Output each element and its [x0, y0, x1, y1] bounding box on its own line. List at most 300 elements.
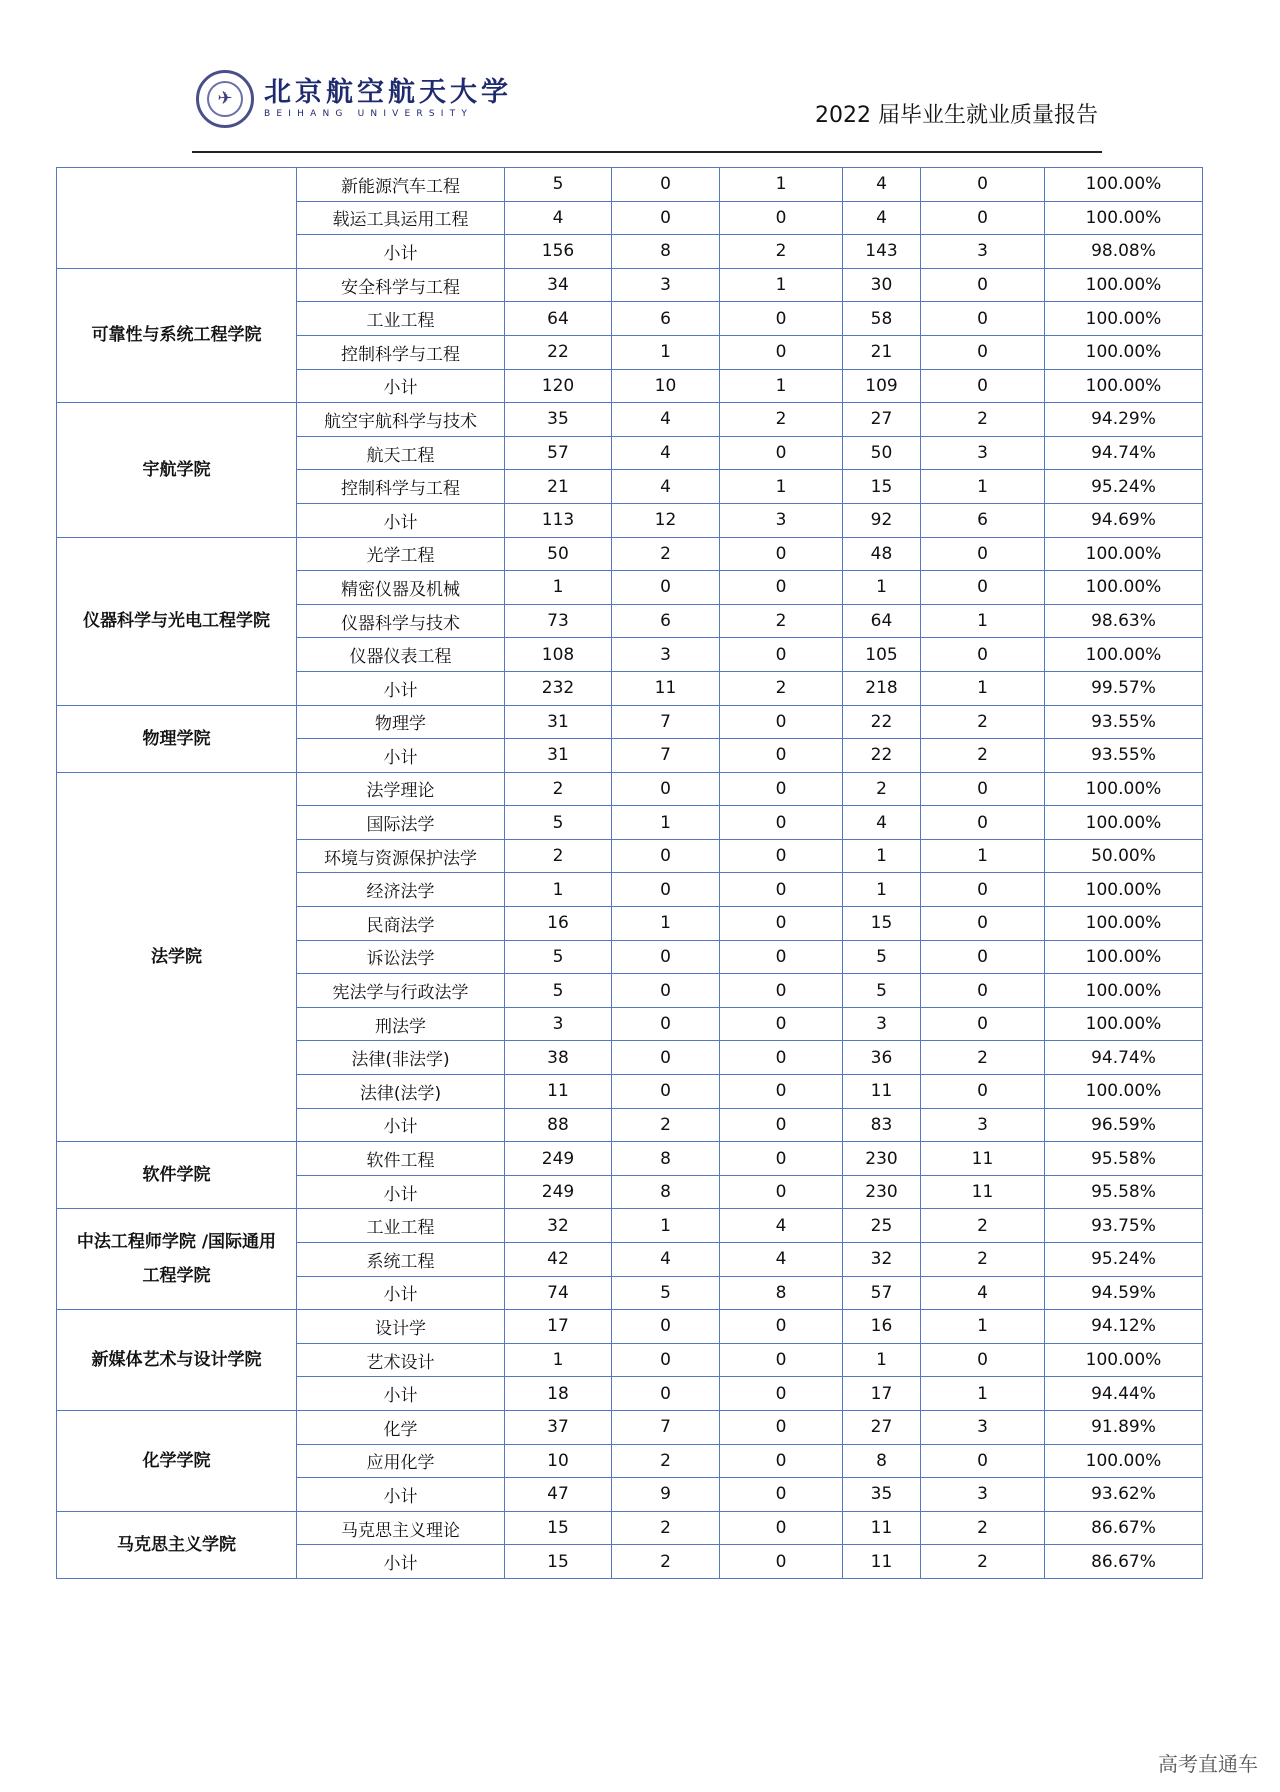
rate-cell: 95.58%: [1045, 1175, 1203, 1209]
value-cell: 31: [505, 739, 612, 773]
major-cell: 航空宇航科学与技术: [297, 403, 505, 437]
rate-cell: 100.00%: [1045, 1075, 1203, 1109]
value-cell: 3: [505, 1007, 612, 1041]
value-cell: 8: [843, 1444, 921, 1478]
value-cell: 4: [612, 403, 720, 437]
value-cell: 2: [921, 1209, 1045, 1243]
value-cell: 2: [921, 1545, 1045, 1579]
value-cell: 4: [612, 470, 720, 504]
rate-cell: 94.69%: [1045, 503, 1203, 537]
value-cell: 0: [720, 1410, 843, 1444]
value-cell: 5: [505, 806, 612, 840]
watermark: 高考直通车: [1158, 1752, 1258, 1776]
value-cell: 1: [921, 1377, 1045, 1411]
major-cell: 法律(非法学): [297, 1041, 505, 1075]
value-cell: 9: [612, 1478, 720, 1512]
value-cell: 2: [612, 1511, 720, 1545]
value-cell: 22: [843, 739, 921, 773]
value-cell: 37: [505, 1410, 612, 1444]
value-cell: 0: [921, 772, 1045, 806]
value-cell: 0: [720, 1007, 843, 1041]
major-cell: 小计: [297, 739, 505, 773]
rate-cell: 100.00%: [1045, 873, 1203, 907]
rate-cell: 94.74%: [1045, 1041, 1203, 1075]
value-cell: 92: [843, 503, 921, 537]
value-cell: 0: [921, 873, 1045, 907]
value-cell: 0: [720, 302, 843, 336]
table-row: [57, 772, 1203, 806]
value-cell: 4: [720, 1243, 843, 1277]
value-cell: 31: [505, 705, 612, 739]
value-cell: 3: [921, 1410, 1045, 1444]
major-cell: 安全科学与工程: [297, 268, 505, 302]
value-cell: 0: [720, 1444, 843, 1478]
major-cell: 设计学: [297, 1310, 505, 1344]
rate-cell: 100.00%: [1045, 806, 1203, 840]
value-cell: 0: [720, 1377, 843, 1411]
rate-cell: 94.44%: [1045, 1377, 1203, 1411]
value-cell: 8: [612, 1175, 720, 1209]
value-cell: 232: [505, 671, 612, 705]
value-cell: 0: [612, 571, 720, 605]
value-cell: 0: [921, 335, 1045, 369]
value-cell: 4: [612, 1243, 720, 1277]
rate-cell: 95.24%: [1045, 470, 1203, 504]
value-cell: 0: [720, 537, 843, 571]
value-cell: 38: [505, 1041, 612, 1075]
university-seal-icon: ✈: [196, 70, 254, 128]
value-cell: 1: [505, 571, 612, 605]
major-cell: 小计: [297, 1108, 505, 1142]
value-cell: 73: [505, 604, 612, 638]
value-cell: 0: [612, 1377, 720, 1411]
value-cell: 1: [843, 873, 921, 907]
major-cell: 化学: [297, 1410, 505, 1444]
value-cell: 27: [843, 1410, 921, 1444]
major-cell: 控制科学与工程: [297, 470, 505, 504]
value-cell: 2: [505, 772, 612, 806]
value-cell: 2: [612, 1108, 720, 1142]
value-cell: 0: [720, 705, 843, 739]
value-cell: 156: [505, 235, 612, 269]
major-cell: 马克思主义理论: [297, 1511, 505, 1545]
major-cell: 法律(法学): [297, 1075, 505, 1109]
major-cell: 工业工程: [297, 302, 505, 336]
value-cell: 15: [505, 1511, 612, 1545]
value-cell: 0: [921, 571, 1045, 605]
table-row: [57, 1310, 1203, 1344]
value-cell: 143: [843, 235, 921, 269]
major-cell: 小计: [297, 1175, 505, 1209]
value-cell: 10: [505, 1444, 612, 1478]
value-cell: 4: [843, 168, 921, 202]
value-cell: 57: [505, 436, 612, 470]
value-cell: 1: [843, 1343, 921, 1377]
value-cell: 0: [720, 1041, 843, 1075]
major-cell: 小计: [297, 1478, 505, 1512]
value-cell: 83: [843, 1108, 921, 1142]
rate-cell: 100.00%: [1045, 302, 1203, 336]
rate-cell: 91.89%: [1045, 1410, 1203, 1444]
value-cell: 1: [612, 907, 720, 941]
value-cell: 1: [505, 873, 612, 907]
rate-cell: 96.59%: [1045, 1108, 1203, 1142]
value-cell: 3: [921, 235, 1045, 269]
value-cell: 0: [612, 1310, 720, 1344]
value-cell: 2: [921, 403, 1045, 437]
table-row: [57, 268, 1203, 302]
value-cell: 0: [921, 907, 1045, 941]
value-cell: 36: [843, 1041, 921, 1075]
value-cell: 230: [843, 1175, 921, 1209]
value-cell: 2: [921, 1243, 1045, 1277]
college-cell: 可靠性与系统工程学院: [57, 268, 297, 402]
value-cell: 6: [612, 604, 720, 638]
rate-cell: 100.00%: [1045, 974, 1203, 1008]
value-cell: 11: [921, 1142, 1045, 1176]
rate-cell: 100.00%: [1045, 268, 1203, 302]
major-cell: 小计: [297, 503, 505, 537]
value-cell: 10: [612, 369, 720, 403]
value-cell: 109: [843, 369, 921, 403]
value-cell: 0: [921, 940, 1045, 974]
value-cell: 3: [612, 268, 720, 302]
major-cell: 工业工程: [297, 1209, 505, 1243]
value-cell: 88: [505, 1108, 612, 1142]
value-cell: 120: [505, 369, 612, 403]
value-cell: 0: [612, 1041, 720, 1075]
value-cell: 0: [720, 839, 843, 873]
value-cell: 0: [921, 974, 1045, 1008]
value-cell: 17: [843, 1377, 921, 1411]
value-cell: 21: [505, 470, 612, 504]
rate-cell: 100.00%: [1045, 369, 1203, 403]
rate-cell: 94.12%: [1045, 1310, 1203, 1344]
value-cell: 5: [843, 940, 921, 974]
value-cell: 2: [921, 1511, 1045, 1545]
table-row: [57, 537, 1203, 571]
value-cell: 74: [505, 1276, 612, 1310]
value-cell: 5: [843, 974, 921, 1008]
rate-cell: 86.67%: [1045, 1545, 1203, 1579]
value-cell: 18: [505, 1377, 612, 1411]
value-cell: 64: [843, 604, 921, 638]
rate-cell: 100.00%: [1045, 638, 1203, 672]
value-cell: 57: [843, 1276, 921, 1310]
college-cell: 化学学院: [57, 1410, 297, 1511]
college-cell: 中法工程师学院 /国际通用工程学院: [57, 1209, 297, 1310]
value-cell: 4: [505, 201, 612, 235]
rate-cell: 100.00%: [1045, 537, 1203, 571]
college-cell: 宇航学院: [57, 403, 297, 537]
value-cell: 2: [720, 403, 843, 437]
rate-cell: 100.00%: [1045, 940, 1203, 974]
value-cell: 0: [720, 873, 843, 907]
major-cell: 物理学: [297, 705, 505, 739]
rate-cell: 94.59%: [1045, 1276, 1203, 1310]
college-cell: 仪器科学与光电工程学院: [57, 537, 297, 705]
value-cell: 0: [720, 436, 843, 470]
value-cell: 0: [720, 806, 843, 840]
table-row: [57, 168, 1203, 202]
value-cell: 0: [612, 201, 720, 235]
value-cell: 4: [843, 806, 921, 840]
value-cell: 48: [843, 537, 921, 571]
value-cell: 7: [612, 1410, 720, 1444]
rate-cell: 100.00%: [1045, 335, 1203, 369]
value-cell: 32: [505, 1209, 612, 1243]
value-cell: 1: [720, 470, 843, 504]
major-cell: 光学工程: [297, 537, 505, 571]
college-cell: [57, 168, 297, 269]
value-cell: 2: [921, 1041, 1045, 1075]
value-cell: 11: [612, 671, 720, 705]
value-cell: 0: [612, 940, 720, 974]
value-cell: 0: [720, 335, 843, 369]
value-cell: 0: [720, 1142, 843, 1176]
value-cell: 8: [612, 1142, 720, 1176]
rate-cell: 100.00%: [1045, 1007, 1203, 1041]
value-cell: 3: [921, 1108, 1045, 1142]
table-row: [57, 1209, 1203, 1243]
value-cell: 4: [720, 1209, 843, 1243]
value-cell: 0: [921, 1343, 1045, 1377]
value-cell: 15: [505, 1545, 612, 1579]
value-cell: 2: [612, 1545, 720, 1579]
value-cell: 1: [612, 806, 720, 840]
value-cell: 12: [612, 503, 720, 537]
header-divider: [192, 151, 1102, 153]
value-cell: 0: [612, 974, 720, 1008]
value-cell: 0: [720, 638, 843, 672]
value-cell: 1: [720, 369, 843, 403]
major-cell: 小计: [297, 1377, 505, 1411]
rate-cell: 93.75%: [1045, 1209, 1203, 1243]
value-cell: 15: [843, 907, 921, 941]
rate-cell: 100.00%: [1045, 1444, 1203, 1478]
value-cell: 105: [843, 638, 921, 672]
value-cell: 2: [720, 671, 843, 705]
value-cell: 21: [843, 335, 921, 369]
rate-cell: 86.67%: [1045, 1511, 1203, 1545]
rate-cell: 100.00%: [1045, 571, 1203, 605]
value-cell: 1: [921, 671, 1045, 705]
value-cell: 1: [921, 1310, 1045, 1344]
value-cell: 0: [720, 1511, 843, 1545]
logo-chinese-name: 北京航空航天大学: [264, 77, 512, 108]
rate-cell: 50.00%: [1045, 839, 1203, 873]
college-cell: 物理学院: [57, 705, 297, 772]
value-cell: 0: [612, 1007, 720, 1041]
rate-cell: 100.00%: [1045, 907, 1203, 941]
value-cell: 32: [843, 1243, 921, 1277]
value-cell: 0: [720, 739, 843, 773]
value-cell: 47: [505, 1478, 612, 1512]
value-cell: 2: [505, 839, 612, 873]
value-cell: 58: [843, 302, 921, 336]
value-cell: 11: [843, 1075, 921, 1109]
value-cell: 1: [720, 268, 843, 302]
major-cell: 系统工程: [297, 1243, 505, 1277]
rate-cell: 100.00%: [1045, 1343, 1203, 1377]
value-cell: 2: [612, 1444, 720, 1478]
value-cell: 0: [921, 302, 1045, 336]
major-cell: 环境与资源保护法学: [297, 839, 505, 873]
table-row: [57, 705, 1203, 739]
major-cell: 新能源汽车工程: [297, 168, 505, 202]
table-row: [57, 1410, 1203, 1444]
value-cell: 108: [505, 638, 612, 672]
value-cell: 25: [843, 1209, 921, 1243]
value-cell: 35: [505, 403, 612, 437]
value-cell: 7: [612, 739, 720, 773]
value-cell: 0: [612, 1343, 720, 1377]
value-cell: 16: [843, 1310, 921, 1344]
college-cell: 软件学院: [57, 1142, 297, 1209]
rate-cell: 93.55%: [1045, 739, 1203, 773]
major-cell: 控制科学与工程: [297, 335, 505, 369]
rate-cell: 93.55%: [1045, 705, 1203, 739]
table-body: [57, 168, 1203, 1579]
value-cell: 7: [612, 705, 720, 739]
major-cell: 小计: [297, 369, 505, 403]
value-cell: 249: [505, 1175, 612, 1209]
value-cell: 0: [921, 537, 1045, 571]
value-cell: 1: [720, 168, 843, 202]
value-cell: 218: [843, 671, 921, 705]
value-cell: 2: [921, 705, 1045, 739]
value-cell: 1: [612, 1209, 720, 1243]
major-cell: 软件工程: [297, 1142, 505, 1176]
value-cell: 0: [720, 1310, 843, 1344]
logo-english-name: BEIHANG UNIVERSITY: [264, 109, 474, 119]
major-cell: 精密仪器及机械: [297, 571, 505, 605]
rate-cell: 93.62%: [1045, 1478, 1203, 1512]
major-cell: 小计: [297, 1545, 505, 1579]
value-cell: 0: [612, 1075, 720, 1109]
major-cell: 艺术设计: [297, 1343, 505, 1377]
table-row: [57, 403, 1203, 437]
college-cell: 马克思主义学院: [57, 1511, 297, 1578]
college-cell: 法学院: [57, 772, 297, 1142]
major-cell: 经济法学: [297, 873, 505, 907]
value-cell: 0: [921, 268, 1045, 302]
value-cell: 0: [921, 369, 1045, 403]
major-cell: 宪法学与行政法学: [297, 974, 505, 1008]
value-cell: 6: [921, 503, 1045, 537]
value-cell: 6: [612, 302, 720, 336]
value-cell: 0: [720, 1075, 843, 1109]
major-cell: 航天工程: [297, 436, 505, 470]
university-logo: [196, 70, 512, 128]
employment-table: [56, 167, 1203, 1579]
value-cell: 2: [921, 739, 1045, 773]
value-cell: 249: [505, 1142, 612, 1176]
value-cell: 0: [612, 772, 720, 806]
value-cell: 22: [843, 705, 921, 739]
value-cell: 0: [720, 1545, 843, 1579]
value-cell: 5: [612, 1276, 720, 1310]
value-cell: 0: [921, 638, 1045, 672]
value-cell: 0: [921, 201, 1045, 235]
value-cell: 27: [843, 403, 921, 437]
value-cell: 2: [612, 537, 720, 571]
value-cell: 2: [720, 235, 843, 269]
major-cell: 小计: [297, 1276, 505, 1310]
rate-cell: 95.58%: [1045, 1142, 1203, 1176]
rate-cell: 98.08%: [1045, 235, 1203, 269]
value-cell: 3: [921, 436, 1045, 470]
value-cell: 34: [505, 268, 612, 302]
rate-cell: 100.00%: [1045, 201, 1203, 235]
major-cell: 法学理论: [297, 772, 505, 806]
value-cell: 5: [505, 974, 612, 1008]
value-cell: 0: [921, 806, 1045, 840]
value-cell: 16: [505, 907, 612, 941]
value-cell: 11: [921, 1175, 1045, 1209]
value-cell: 11: [843, 1545, 921, 1579]
value-cell: 11: [505, 1075, 612, 1109]
value-cell: 5: [505, 940, 612, 974]
value-cell: 30: [843, 268, 921, 302]
value-cell: 0: [720, 201, 843, 235]
value-cell: 0: [612, 873, 720, 907]
major-cell: 小计: [297, 235, 505, 269]
value-cell: 42: [505, 1243, 612, 1277]
value-cell: 4: [843, 201, 921, 235]
rate-cell: 98.63%: [1045, 604, 1203, 638]
value-cell: 8: [720, 1276, 843, 1310]
value-cell: 0: [720, 1108, 843, 1142]
value-cell: 1: [612, 335, 720, 369]
value-cell: 50: [505, 537, 612, 571]
major-cell: 国际法学: [297, 806, 505, 840]
major-cell: 应用化学: [297, 1444, 505, 1478]
value-cell: 3: [612, 638, 720, 672]
value-cell: 0: [921, 1444, 1045, 1478]
value-cell: 17: [505, 1310, 612, 1344]
value-cell: 3: [921, 1478, 1045, 1512]
value-cell: 3: [843, 1007, 921, 1041]
major-cell: 仪器科学与技术: [297, 604, 505, 638]
value-cell: 2: [843, 772, 921, 806]
value-cell: 1: [921, 839, 1045, 873]
value-cell: 230: [843, 1142, 921, 1176]
value-cell: 64: [505, 302, 612, 336]
rate-cell: 95.24%: [1045, 1243, 1203, 1277]
major-cell: 民商法学: [297, 907, 505, 941]
value-cell: 0: [720, 907, 843, 941]
rate-cell: 94.74%: [1045, 436, 1203, 470]
major-cell: 小计: [297, 671, 505, 705]
value-cell: 0: [720, 974, 843, 1008]
college-cell: 新媒体艺术与设计学院: [57, 1310, 297, 1411]
value-cell: 0: [921, 1007, 1045, 1041]
value-cell: 2: [720, 604, 843, 638]
value-cell: 0: [612, 839, 720, 873]
value-cell: 22: [505, 335, 612, 369]
value-cell: 11: [843, 1511, 921, 1545]
value-cell: 1: [505, 1343, 612, 1377]
report-title: 2022 届毕业生就业质量报告: [815, 103, 1098, 128]
table-row: [57, 1142, 1203, 1176]
value-cell: 4: [921, 1276, 1045, 1310]
value-cell: 15: [843, 470, 921, 504]
page-header: [0, 0, 1280, 160]
value-cell: 0: [720, 1175, 843, 1209]
rate-cell: 100.00%: [1045, 168, 1203, 202]
rate-cell: 99.57%: [1045, 671, 1203, 705]
